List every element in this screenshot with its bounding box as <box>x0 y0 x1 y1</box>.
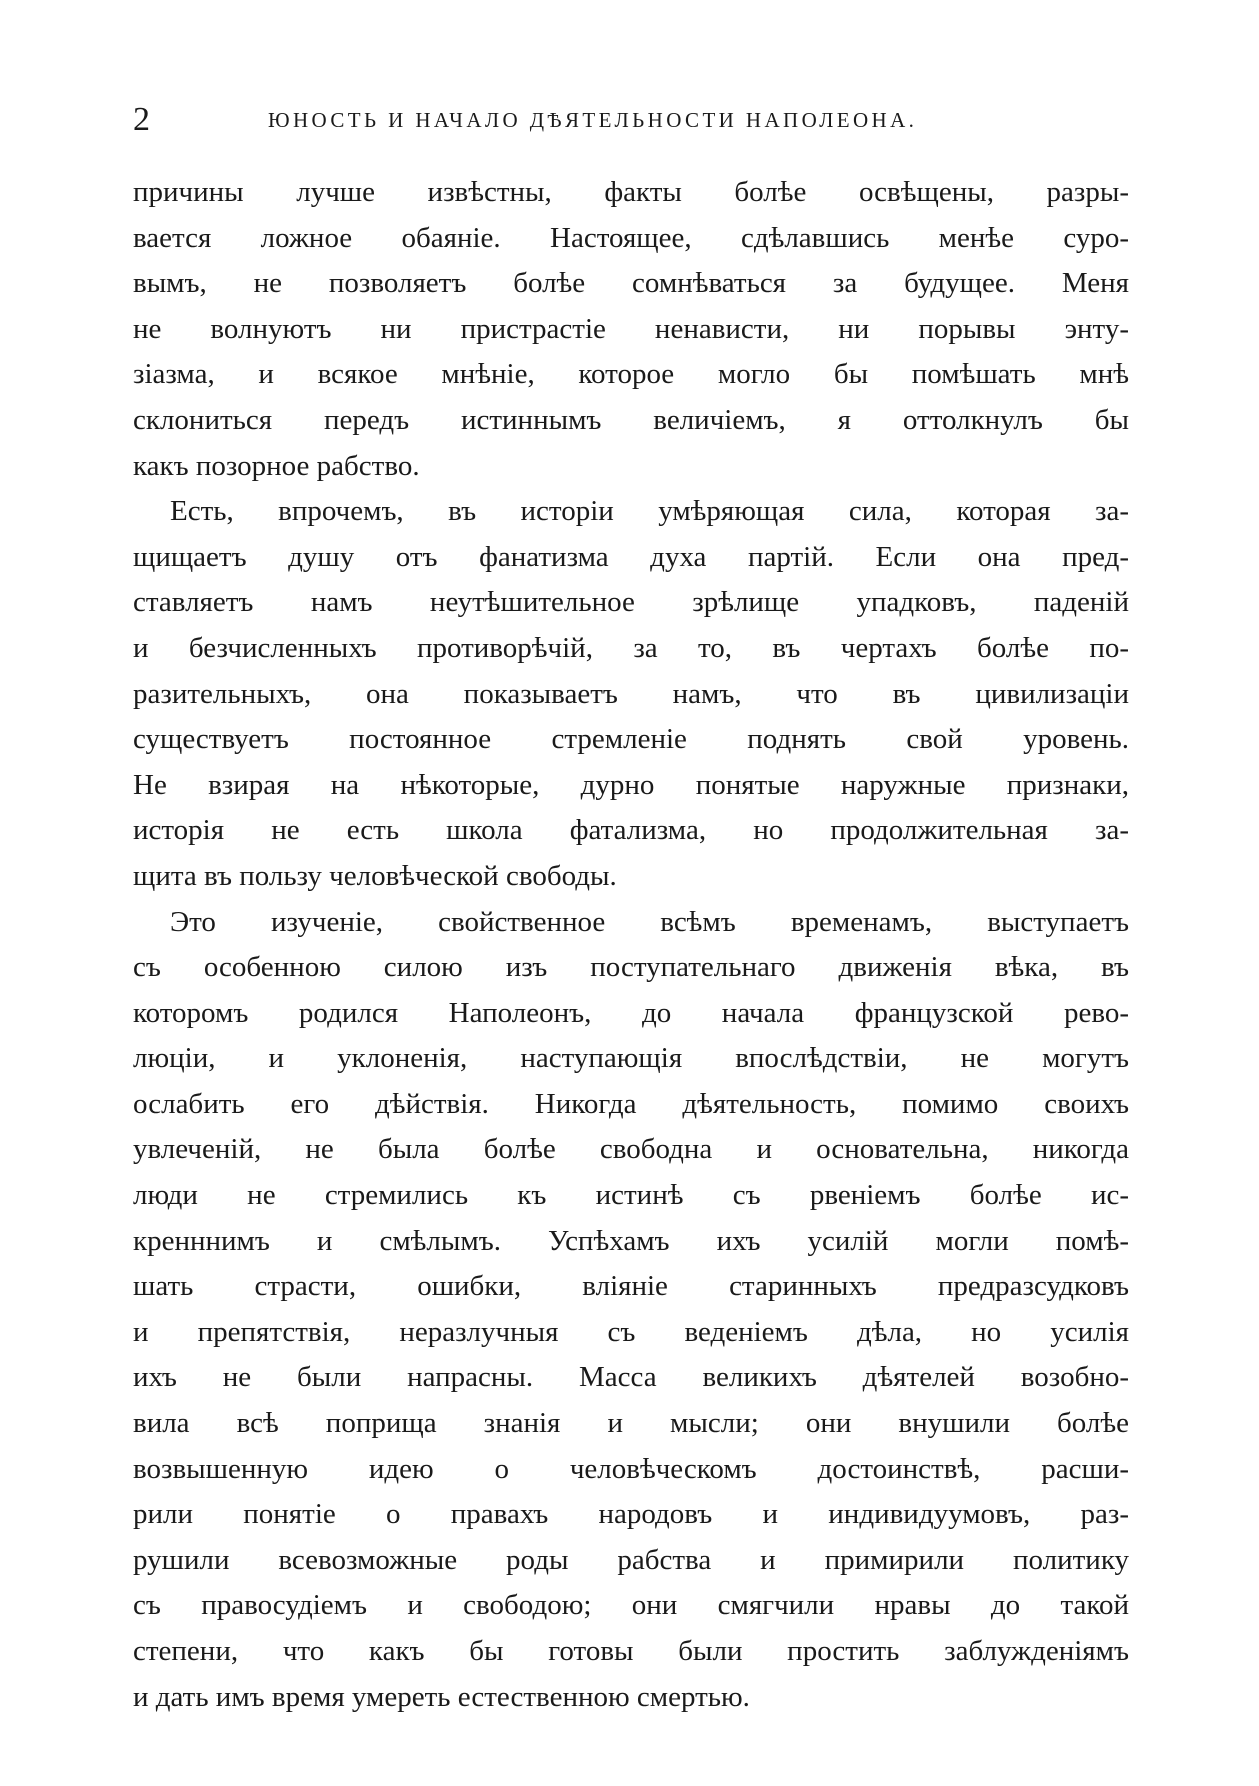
body-text <box>133 170 1129 1720</box>
text-line: не волнуютъ ни пристрастіе ненависти, ни порывы энту- <box>133 312 1129 345</box>
text-line: исторія не есть школа фатализма, но продолжительная за- <box>133 814 1129 847</box>
text-line: и дать имъ время умереть естественною смертью. <box>133 1680 750 1713</box>
text-line: ставляетъ намъ неутѣшительное зрѣлище упадковъ, паденій <box>133 586 1129 619</box>
running-header <box>133 100 1123 140</box>
text-line: рушили всевозможные роды рабства и примирили политику <box>133 1543 1129 1576</box>
text-line: которомъ родился Наполеонъ, до начала французской рево- <box>133 996 1129 1029</box>
text-line: и препятствія, неразлучныя съ веденіемъ дѣла, но усилія <box>133 1315 1129 1348</box>
page-number: 2 <box>133 101 150 138</box>
text-line: увлеченій, не была болѣе свободна и основательна, никогда <box>133 1133 1129 1166</box>
paragraph-1 <box>133 170 1129 489</box>
text-line: люціи, и уклоненія, наступающія впослѣдствіи, не могутъ <box>133 1042 1129 1075</box>
text-line: кренннимъ и смѣлымъ. Успѣхамъ ихъ усилій могли помѣ- <box>133 1224 1129 1257</box>
text-line: вила всѣ поприща знанія и мысли; они внушили болѣе <box>133 1407 1129 1440</box>
text-line: щищаетъ душу отъ фанатизма духа партій. Если она пред- <box>133 540 1129 573</box>
paragraph-3 <box>133 900 1129 1721</box>
text-line: существуетъ постоянное стремленіе поднять свой уровень. <box>133 723 1129 756</box>
text-line: возвышенную идею о человѣческомъ достоинствѣ, расши- <box>133 1452 1129 1485</box>
text-line: вымъ, не позволяетъ болѣе сомнѣваться за будущее. Меня <box>133 267 1129 300</box>
text-line: шать страсти, ошибки, вліяніе старинныхъ предразсудковъ <box>133 1270 1129 1303</box>
text-line: степени, что какъ бы готовы были простить заблужденіямъ <box>133 1635 1129 1667</box>
text-line: вается ложное обаяніе. Настоящее, сдѣлавшись менѣе суро- <box>133 221 1129 254</box>
text-line: ослабить его дѣйствія. Никогда дѣятельность, помимо своихъ <box>133 1087 1129 1120</box>
text-line: рили понятіе о правахъ народовъ и индивидуумовъ, раз- <box>133 1498 1129 1531</box>
text-line: зіазма, и всякое мнѣніе, которое могло бы помѣшать мнѣ <box>133 358 1129 391</box>
text-line: Есть, впрочемъ, въ исторіи умѣряющая сила, которая за- <box>170 495 1129 528</box>
text-line: съ правосудіемъ и свободою; они смягчили нравы до такой <box>133 1589 1129 1622</box>
text-line: склониться передъ истиннымъ величіемъ, я оттолкнулъ бы <box>133 403 1129 436</box>
text-line: Не взирая на нѣкоторые, дурно понятые наружные признаки, <box>133 768 1129 801</box>
text-line: съ особенною силою изъ поступательнаго движенія вѣка, въ <box>133 951 1129 984</box>
text-line: щита въ пользу человѣческой свободы. <box>133 859 617 892</box>
text-line: какъ позорное рабство. <box>133 449 420 482</box>
text-line: причины лучше извѣстны, факты болѣе освѣщены, разры- <box>133 176 1129 208</box>
text-line: и безчисленныхъ противорѣчій, за то, въ чертахъ болѣе по- <box>133 631 1129 664</box>
text-line: Это изученіе, свойственное всѣмъ временамъ, выступаетъ <box>170 905 1129 938</box>
text-line: разительныхъ, она показываетъ намъ, что въ цивилизаціи <box>133 677 1129 710</box>
paragraph-2 <box>133 489 1129 899</box>
running-title: ЮНОСТЬ И НАЧАЛО ДѢЯТЕЛЬНОСТИ НАПОЛЕОНА. <box>268 108 918 132</box>
text-line: люди не стремились къ истинѣ съ рвеніемъ болѣе ис- <box>133 1179 1129 1212</box>
text-line: ихъ не были напрасны. Масса великихъ дѣятелей возобно- <box>133 1361 1129 1394</box>
